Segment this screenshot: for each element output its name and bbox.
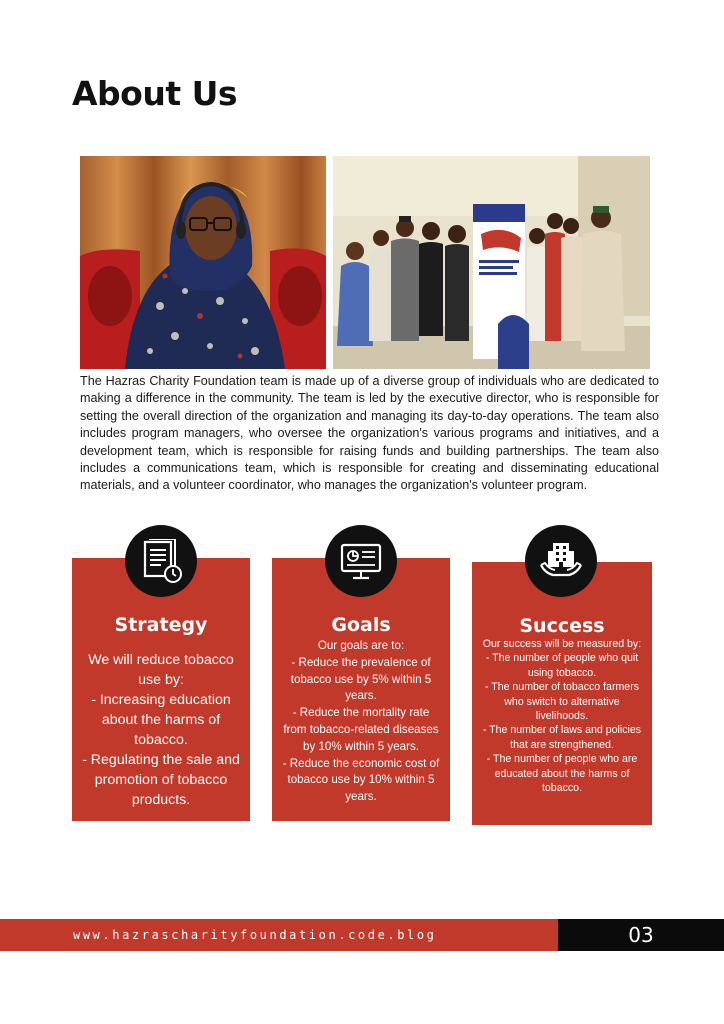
card-strategy-body: We will reduce tobacco use by: - Increasing education about the harms of tobacco. - Regulating the sale and promotion of tobacco products. [82, 652, 240, 808]
intro-paragraph: The Hazras Charity Foundation team is made up of a diverse group of individuals who are dedicated to making a difference in the community. The team is led by the executive director, who is responsible for setting the overall direction of the organization and managing its day-to-day operations. The team also includes program managers, who oversee the organization's various programs and initiatives, and a development team, which is responsible for raising funds and building partnerships. The team also includes a communications team, which is responsible for creating and disseminating educational materials, and a volunteer coordinator, who manages the organization's volunteer program. [80, 374, 659, 493]
footer-website-link[interactable]: www.hazrascharityfoundation.code.blog [73, 928, 437, 942]
card-success [472, 562, 652, 825]
monitor-chart-icon [325, 525, 397, 597]
page-title: About Us [72, 74, 238, 113]
card-goals-body: Our goals are to: - Reduce the prevalence of tobacco use by 5% within 5 years. - Reduce the mortality rate from tobacco-related diseases by 10% within 5 years. - Reduce the economic cost of tobacco use by 10% within 5 years. [282, 639, 440, 804]
page-number: 03 [558, 919, 724, 951]
photo-woman-portrait [80, 156, 326, 369]
document-clock-icon [125, 525, 197, 597]
card-success-title: Success [519, 615, 605, 637]
card-strategy-title: Strategy [114, 614, 208, 636]
building-hands-icon [525, 525, 597, 597]
photo-team-group [333, 156, 650, 369]
card-success-body: Our success will be measured by: - The number of people who quit using tobacco. - The number of tobacco farmers who switch to alternative livelihoods. - The number of laws and policies that are strengthened. - The number of people who are educated about the harms of tobacco. [482, 638, 642, 795]
card-strategy [72, 558, 250, 821]
card-goals [272, 558, 450, 821]
card-goals-title: Goals [331, 614, 391, 636]
